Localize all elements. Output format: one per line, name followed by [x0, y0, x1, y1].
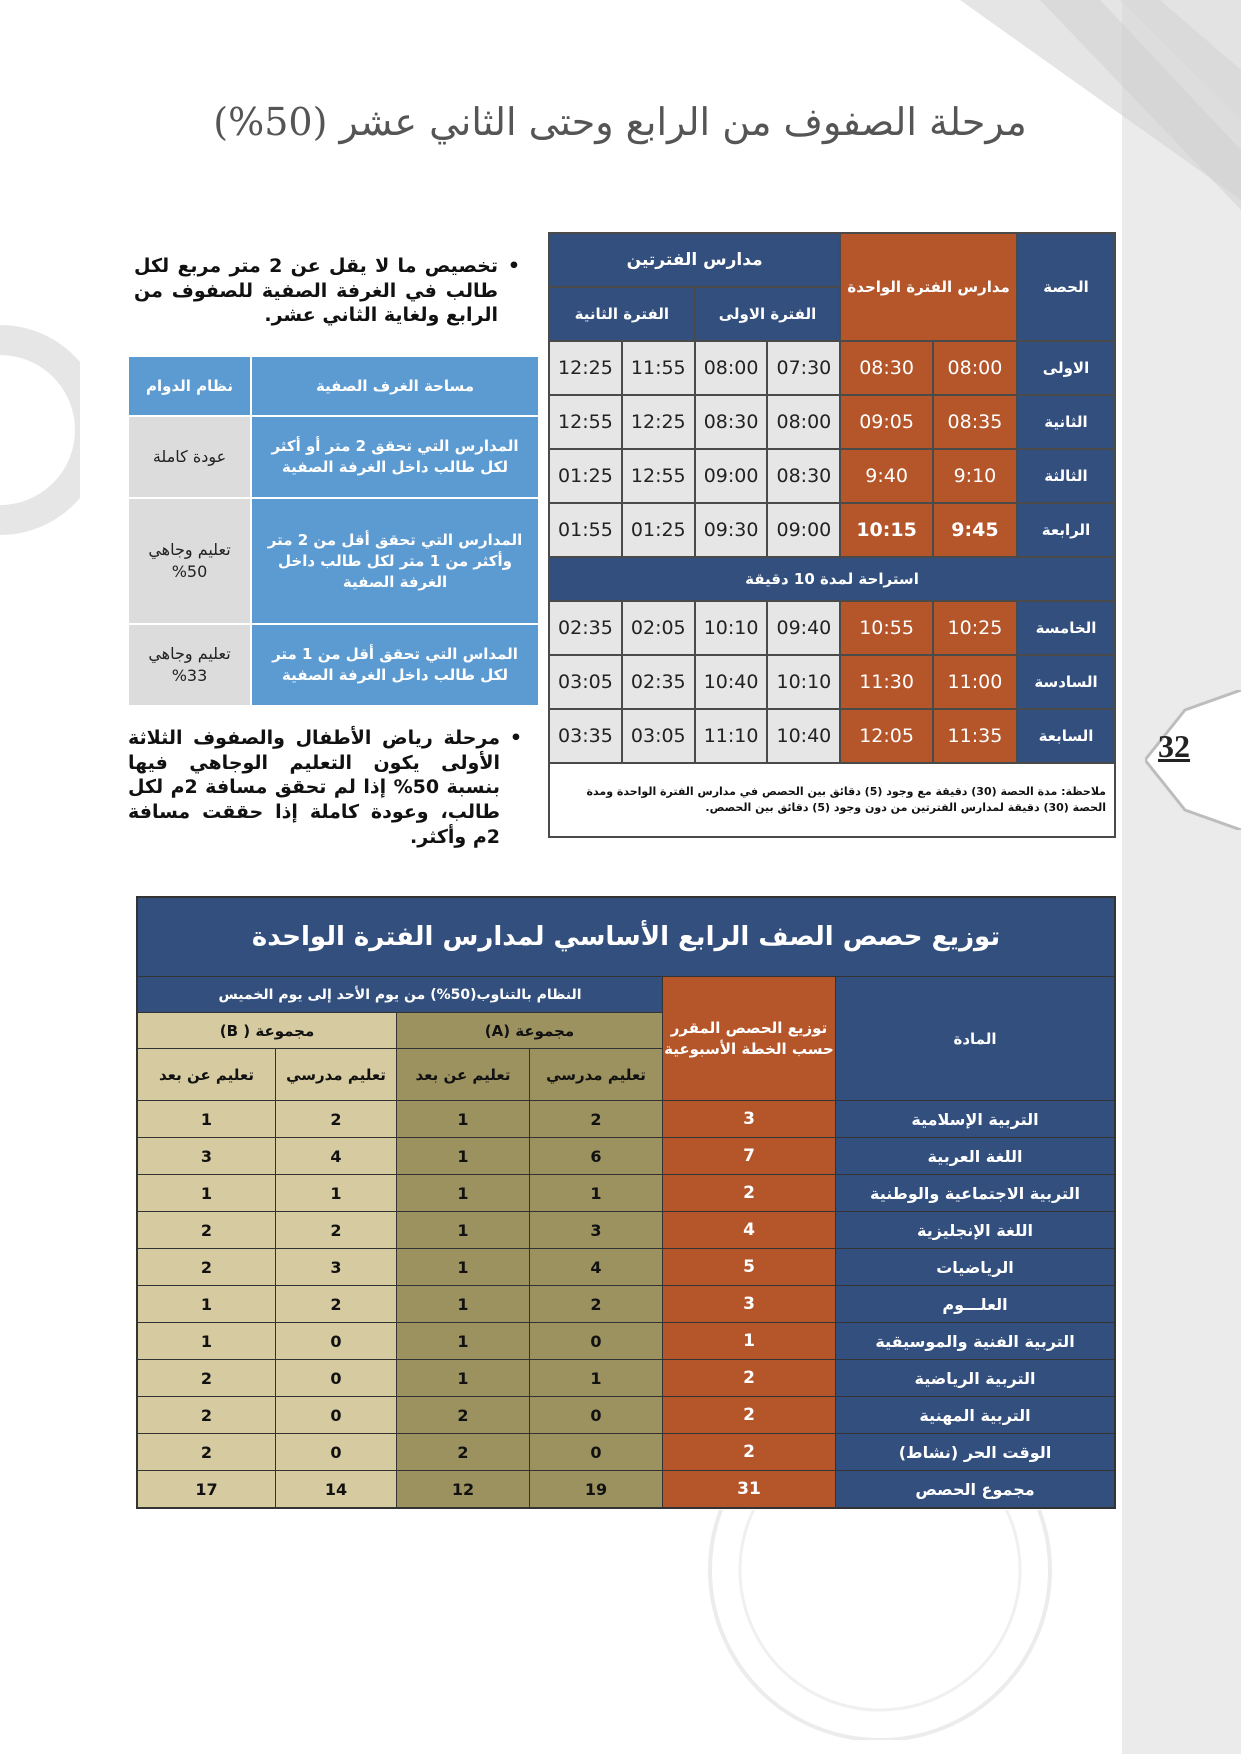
- value-cell: 2: [530, 1286, 663, 1323]
- value-cell: 1: [397, 1323, 530, 1360]
- value-cell: 1: [397, 1212, 530, 1249]
- time-cell: 01:25: [622, 503, 695, 557]
- time-cell: 08:30: [840, 341, 933, 395]
- area-cell: المدارس التي تحقق أقل من 2 متر وأكثر من 1 متر لكل طالب داخل الغرفة الصفية: [251, 498, 539, 624]
- grade4-distribution-table: [136, 896, 1116, 1509]
- time-cell: 10:10: [695, 601, 768, 655]
- value-cell: 1: [663, 1323, 836, 1360]
- time-cell: 09:00: [695, 449, 768, 503]
- time-cell: 09:05: [840, 395, 933, 449]
- time-cell: 07:30: [767, 341, 840, 395]
- table-row: [137, 1175, 1115, 1212]
- table-row: [128, 416, 539, 498]
- time-cell: 10:55: [840, 601, 933, 655]
- time-cell: 10:25: [933, 601, 1017, 655]
- value-cell: 1: [276, 1175, 397, 1212]
- col-header-first-shift: الفترة الاولى: [695, 287, 841, 341]
- table-row: [137, 1101, 1115, 1138]
- time-cell: 9:45: [933, 503, 1017, 557]
- table-row: [137, 1434, 1115, 1471]
- value-cell: 2: [276, 1212, 397, 1249]
- total-cell: 19: [530, 1471, 663, 1509]
- bottom-decorative-flower: [640, 1510, 1120, 1740]
- value-cell: 0: [276, 1323, 397, 1360]
- value-cell: 1: [137, 1175, 276, 1212]
- timetable-row: [549, 601, 1115, 655]
- value-cell: 1: [137, 1101, 276, 1138]
- time-cell: 02:35: [549, 601, 622, 655]
- classroom-area-table: [127, 355, 540, 707]
- value-cell: 2: [276, 1101, 397, 1138]
- time-cell: 08:35: [933, 395, 1017, 449]
- time-cell: 09:00: [767, 503, 840, 557]
- timetable-row: [549, 341, 1115, 395]
- table-row: [137, 1212, 1115, 1249]
- table-row: [137, 1138, 1115, 1175]
- time-cell: 12:05: [840, 709, 933, 763]
- table-row: [137, 1323, 1115, 1360]
- col-header-b-school: تعليم مدرسي: [276, 1049, 397, 1101]
- subject-cell: التربية الإسلامية: [836, 1101, 1116, 1138]
- time-cell: 08:00: [933, 341, 1017, 395]
- subject-cell: اللغة الإنجليزية: [836, 1212, 1116, 1249]
- period-name: الثالثة: [1017, 449, 1115, 503]
- period-name: الخامسة: [1017, 601, 1115, 655]
- time-cell: 02:05: [622, 601, 695, 655]
- value-cell: 1: [530, 1175, 663, 1212]
- subject-cell: التربية الرياضية: [836, 1360, 1116, 1397]
- subject-cell: اللغة العربية: [836, 1138, 1116, 1175]
- timetable-row: [549, 395, 1115, 449]
- page-title: مرحلة الصفوف من الرابع وحتى الثاني عشر (50%): [213, 100, 1027, 144]
- total-cell: 12: [397, 1471, 530, 1509]
- value-cell: 2: [137, 1212, 276, 1249]
- timetable-row: [549, 709, 1115, 763]
- value-cell: 2: [663, 1360, 836, 1397]
- col-header-plan: توزيع الحصص المقرر حسب الخطة الأسبوعية: [663, 977, 836, 1101]
- table-row: [128, 624, 539, 706]
- bullet-space-allocation: [134, 254, 520, 328]
- time-cell: 10:40: [767, 709, 840, 763]
- value-cell: 3: [276, 1249, 397, 1286]
- col-header-single-shift: مدارس الفترة الواحدة: [840, 233, 1017, 341]
- area-cell: المداس التي تحقق أقل من 1 متر لكل طالب داخل الغرفة الصفية: [251, 624, 539, 706]
- time-cell: 10:10: [767, 655, 840, 709]
- table-row: [137, 1286, 1115, 1323]
- value-cell: 4: [663, 1212, 836, 1249]
- value-cell: 2: [137, 1249, 276, 1286]
- bullet-icon: •: [509, 727, 522, 749]
- table-row: [137, 1249, 1115, 1286]
- value-cell: 2: [397, 1434, 530, 1471]
- col-header-subject: المادة: [836, 977, 1116, 1101]
- page-number: 32: [1158, 728, 1190, 764]
- time-cell: 10:40: [695, 655, 768, 709]
- value-cell: 0: [530, 1323, 663, 1360]
- time-cell: 08:00: [695, 341, 768, 395]
- value-cell: 7: [663, 1138, 836, 1175]
- col-header-system: نظام الدوام: [128, 356, 251, 416]
- timetable-note: ملاحظة: مدة الحصة (30) دقيقة مع وجود (5) دقائق بين الحصص في مدارس الفترة الواحدة ومدة الحصة (30) دقيقة لمدارس الفترتين من دون وجود (5) دقائق بين الحصص.: [549, 763, 1115, 837]
- total-cell: 14: [276, 1471, 397, 1509]
- value-cell: 2: [663, 1397, 836, 1434]
- value-cell: 2: [137, 1434, 276, 1471]
- value-cell: 3: [137, 1138, 276, 1175]
- time-cell: 11:10: [695, 709, 768, 763]
- left-decorative-flower: [0, 290, 80, 570]
- col-header-b-remote: تعليم عن بعد: [137, 1049, 276, 1101]
- value-cell: 4: [530, 1249, 663, 1286]
- value-cell: 3: [663, 1101, 836, 1138]
- value-cell: 1: [530, 1360, 663, 1397]
- time-cell: 09:40: [767, 601, 840, 655]
- total-cell: 31: [663, 1471, 836, 1509]
- col-header-two-shifts: مدارس الفترتين: [549, 233, 840, 287]
- value-cell: 2: [663, 1175, 836, 1212]
- time-cell: 03:05: [549, 655, 622, 709]
- value-cell: 2: [137, 1397, 276, 1434]
- col-header-period: الحصة: [1017, 233, 1115, 341]
- bullet-text: تخصيص ما لا يقل عن 2 متر مربع لكل طالب في الغرفة الصفية للصفوف من الرابع ولغاية الثاني عشر.: [134, 255, 498, 327]
- value-cell: 3: [663, 1286, 836, 1323]
- subject-cell: الوقت الحر (نشاط): [836, 1434, 1116, 1471]
- system-cell: تعليم وجاهي 50%: [128, 498, 251, 624]
- subject-cell: العلـــوم: [836, 1286, 1116, 1323]
- value-cell: 0: [276, 1397, 397, 1434]
- time-cell: 11:35: [933, 709, 1017, 763]
- time-cell: 02:35: [622, 655, 695, 709]
- time-cell: 11:55: [622, 341, 695, 395]
- time-cell: 12:55: [549, 395, 622, 449]
- period-name: الثانية: [1017, 395, 1115, 449]
- subject-cell: التربية المهنية: [836, 1397, 1116, 1434]
- value-cell: 0: [530, 1434, 663, 1471]
- time-cell: 12:55: [622, 449, 695, 503]
- bullet-icon: •: [507, 255, 520, 277]
- time-cell: 03:05: [622, 709, 695, 763]
- col-header-second-shift: الفترة الثانية: [549, 287, 695, 341]
- total-row: [137, 1471, 1115, 1509]
- time-cell: 9:10: [933, 449, 1017, 503]
- col-header-a-school: تعليم مدرسي: [530, 1049, 663, 1101]
- time-cell: 01:55: [549, 503, 622, 557]
- time-cell: 08:30: [695, 395, 768, 449]
- value-cell: 1: [137, 1323, 276, 1360]
- value-cell: 1: [397, 1286, 530, 1323]
- periods-timetable: [548, 232, 1116, 838]
- value-cell: 1: [137, 1286, 276, 1323]
- value-cell: 2: [397, 1397, 530, 1434]
- time-cell: 09:30: [695, 503, 768, 557]
- table-title: توزيع حصص الصف الرابع الأساسي لمدارس الفترة الواحدة: [137, 897, 1115, 977]
- value-cell: 2: [276, 1286, 397, 1323]
- period-name: السابعة: [1017, 709, 1115, 763]
- timetable-row: [549, 503, 1115, 557]
- value-cell: 4: [276, 1138, 397, 1175]
- system-cell: تعليم وجاهي 33%: [128, 624, 251, 706]
- col-header-area: مساحة الغرف الصفية: [251, 356, 539, 416]
- value-cell: 2: [530, 1101, 663, 1138]
- subject-cell: التربية الفنية والموسيقية: [836, 1323, 1116, 1360]
- value-cell: 2: [137, 1360, 276, 1397]
- table-row: [128, 498, 539, 624]
- time-cell: 10:15: [840, 503, 933, 557]
- value-cell: 0: [530, 1397, 663, 1434]
- time-cell: 03:35: [549, 709, 622, 763]
- subject-cell: الرياضيات: [836, 1249, 1116, 1286]
- total-cell: 17: [137, 1471, 276, 1509]
- table-row: [137, 1360, 1115, 1397]
- value-cell: 5: [663, 1249, 836, 1286]
- col-header-group-b: مجموعة ( B): [137, 1013, 397, 1049]
- value-cell: 2: [663, 1434, 836, 1471]
- bullet-kindergarten: [128, 726, 522, 849]
- value-cell: 0: [276, 1434, 397, 1471]
- time-cell: 11:30: [840, 655, 933, 709]
- timetable-row: [549, 655, 1115, 709]
- value-cell: 1: [397, 1101, 530, 1138]
- period-name: الاولى: [1017, 341, 1115, 395]
- time-cell: 12:25: [622, 395, 695, 449]
- area-cell: المدارس التي تحقق 2 متر أو أكثر لكل طالب داخل الغرفة الصفية: [251, 416, 539, 498]
- col-header-a-remote: تعليم عن بعد: [397, 1049, 530, 1101]
- subject-cell: مجموع الحصص: [836, 1471, 1116, 1509]
- bullet-text: مرحلة رياض الأطفال والصفوف الثلاثة الأولى يكون التعليم الوجاهي فيها بنسبة 50% إذا لم تحقق مسافة 2م لكل طالب، وعودة كاملة إذا حققت مسافة 2م وأكثر.: [128, 727, 501, 848]
- value-cell: 3: [530, 1212, 663, 1249]
- value-cell: 1: [397, 1138, 530, 1175]
- time-cell: 12:25: [549, 341, 622, 395]
- value-cell: 1: [397, 1175, 530, 1212]
- time-cell: 9:40: [840, 449, 933, 503]
- col-header-group-a: مجموعة (A): [397, 1013, 663, 1049]
- break-row: استراحة لمدة 10 دقيقة: [549, 557, 1115, 601]
- col-header-rotation: النظام بالتناوب(50%) من يوم الأحد إلى يوم الخميس: [137, 977, 663, 1013]
- time-cell: 08:00: [767, 395, 840, 449]
- period-name: الرابعة: [1017, 503, 1115, 557]
- timetable-row: [549, 449, 1115, 503]
- time-cell: 08:30: [767, 449, 840, 503]
- period-name: السادسة: [1017, 655, 1115, 709]
- subject-cell: التربية الاجتماعية والوطنية: [836, 1175, 1116, 1212]
- table-row: [137, 1397, 1115, 1434]
- value-cell: 1: [397, 1360, 530, 1397]
- value-cell: 0: [276, 1360, 397, 1397]
- value-cell: 1: [397, 1249, 530, 1286]
- system-cell: عودة كاملة: [128, 416, 251, 498]
- time-cell: 11:00: [933, 655, 1017, 709]
- time-cell: 01:25: [549, 449, 622, 503]
- value-cell: 6: [530, 1138, 663, 1175]
